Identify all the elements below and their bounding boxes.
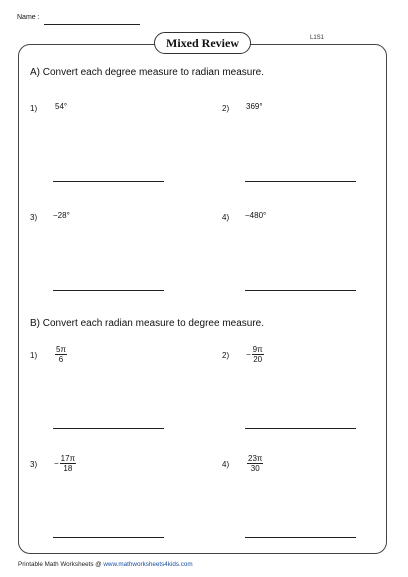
worksheet-code: L1S1 <box>310 35 325 41</box>
minus-sign: − <box>54 459 59 468</box>
footer-link[interactable]: www.mathworksheets4kids.com <box>103 561 193 568</box>
denominator: 18 <box>63 464 73 473</box>
radian-value <box>54 454 76 473</box>
answer-line[interactable] <box>53 181 164 182</box>
radian-value <box>246 345 264 364</box>
degree-value: 54° <box>55 102 68 111</box>
answer-line[interactable] <box>245 428 356 429</box>
section-a-instruction: A) Convert each degree measure to radian measure. <box>30 67 265 78</box>
problem-number: 2) <box>222 351 230 360</box>
answer-line[interactable] <box>245 537 356 538</box>
worksheet-title: Mixed Review <box>154 32 251 54</box>
problem-number: 4) <box>222 460 230 469</box>
footer-text: Printable Math Worksheets @ <box>18 561 104 568</box>
worksheet-frame <box>18 44 387 554</box>
radian-value <box>246 454 263 473</box>
problem-number: 2) <box>222 104 230 113</box>
section-b-instruction: B) Convert each radian measure to degree measure. <box>30 318 265 329</box>
numerator: 23π <box>248 454 263 463</box>
denominator: 30 <box>250 464 260 473</box>
answer-line[interactable] <box>53 428 164 429</box>
numerator: 9π <box>252 345 263 354</box>
degree-value: −480° <box>245 211 267 220</box>
fraction <box>60 454 76 473</box>
problem-number: 1) <box>30 104 38 113</box>
answer-line[interactable] <box>245 290 356 291</box>
answer-line[interactable] <box>53 290 164 291</box>
denominator: 20 <box>253 355 263 364</box>
name-label: Name : <box>17 14 40 21</box>
fraction <box>247 454 263 473</box>
denominator: 6 <box>58 355 64 364</box>
problem-number: 4) <box>222 213 230 222</box>
numerator: 17π <box>60 454 76 463</box>
degree-value: −28° <box>53 211 70 220</box>
minus-sign: − <box>246 350 251 359</box>
numerator: 5π <box>56 345 66 354</box>
problem-number: 1) <box>30 351 38 360</box>
problem-number: 3) <box>30 460 38 469</box>
name-answer-line[interactable] <box>44 24 140 25</box>
answer-line[interactable] <box>53 537 164 538</box>
answer-line[interactable] <box>245 181 356 182</box>
fraction <box>55 345 67 364</box>
radian-value <box>54 345 67 364</box>
problem-number: 3) <box>30 213 38 222</box>
fraction <box>252 345 264 364</box>
degree-value: 369° <box>246 102 263 111</box>
footer <box>18 561 193 568</box>
